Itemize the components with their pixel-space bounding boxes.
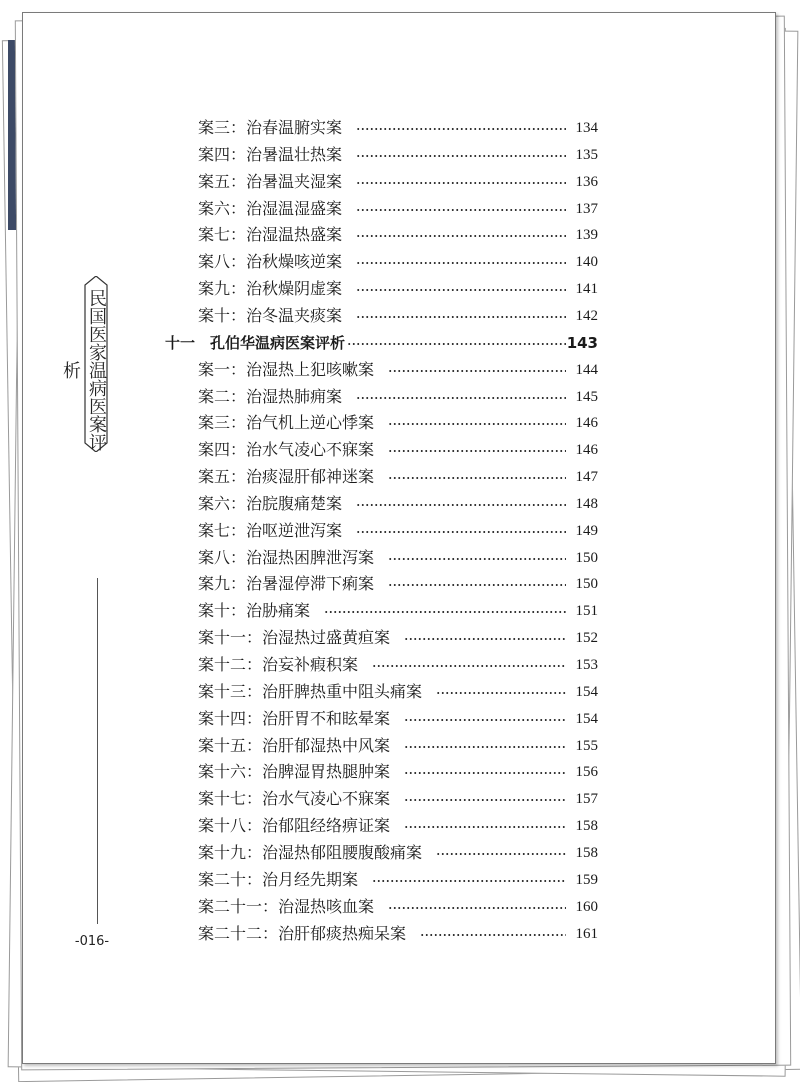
toc-entry-page: 156 xyxy=(575,764,598,781)
toc-entry[interactable] xyxy=(0,464,800,490)
toc-entry[interactable] xyxy=(0,759,800,785)
toc-entry-page: 154 xyxy=(575,710,598,727)
toc-entry-page: 150 xyxy=(575,549,598,566)
toc-dot-leader xyxy=(356,316,566,318)
toc-dot-leader xyxy=(324,611,566,613)
toc-entry[interactable] xyxy=(0,276,800,302)
toc-entry-page: 144 xyxy=(575,361,598,378)
toc-entry[interactable] xyxy=(0,384,800,410)
toc-dot-leader xyxy=(404,772,566,774)
toc-dot-leader xyxy=(388,370,566,372)
toc-entry[interactable] xyxy=(0,142,800,168)
toc-entry[interactable] xyxy=(0,115,800,141)
toc-entry-label: 案二十一：治湿热咳血案 xyxy=(198,896,375,916)
toc-dot-leader xyxy=(356,235,566,237)
toc-entry-label: 案八：治湿热困脾泄泻案 xyxy=(198,547,375,567)
toc-entry-label: 案七：治湿温热盛案 xyxy=(198,225,343,245)
toc-entry[interactable] xyxy=(0,545,800,571)
toc-entry[interactable] xyxy=(0,169,800,195)
toc-entry-page: 140 xyxy=(575,254,598,271)
toc-entry-label: 案二十二：治肝郁痰热痴呆案 xyxy=(198,923,407,943)
toc-entry[interactable] xyxy=(0,813,800,839)
toc-dot-leader xyxy=(356,504,566,506)
toc-entry-label: 案四：治水气凌心不寐案 xyxy=(198,440,375,460)
toc-entry-page: 159 xyxy=(575,871,598,888)
toc-dot-leader xyxy=(347,343,566,345)
toc-entry-page: 158 xyxy=(575,818,598,835)
toc-dot-leader xyxy=(436,692,566,694)
toc-dot-leader xyxy=(356,531,566,533)
page-number: -016- xyxy=(74,934,110,949)
toc-entry-label: 案九：治暑湿停滞下痢案 xyxy=(198,574,375,594)
toc-entry-label: 案十：治冬温夹痰案 xyxy=(198,305,343,325)
toc-entry-page: 148 xyxy=(575,495,598,512)
toc-entry-page: 160 xyxy=(575,898,598,915)
toc-entry-page: 153 xyxy=(575,657,598,673)
toc-entry-page: 145 xyxy=(575,388,598,405)
toc-entry[interactable] xyxy=(0,921,800,947)
toc-entry-page: 150 xyxy=(575,576,598,593)
toc-dot-leader xyxy=(404,799,566,801)
toc-entry-page: 158 xyxy=(575,844,598,861)
toc-entry-label: 案十八：治郁阻经络痹证案 xyxy=(198,816,391,836)
toc-entry-page: 134 xyxy=(575,120,598,136)
toc-dot-leader xyxy=(388,477,566,479)
toc-entry-page: 141 xyxy=(575,281,598,298)
toc-dot-leader xyxy=(388,584,566,586)
toc-chapter-entry[interactable] xyxy=(0,330,800,356)
toc-entry[interactable] xyxy=(0,894,800,920)
toc-entry-page: 161 xyxy=(575,925,598,942)
toc-dot-leader xyxy=(404,746,566,748)
side-title: 民国医家温病医案评析 xyxy=(60,289,107,451)
toc-entry[interactable] xyxy=(0,598,800,624)
toc-entry-page: 142 xyxy=(575,307,598,324)
toc-entry-page: 146 xyxy=(575,415,598,432)
toc-entry-label: 案二十：治月经先期案 xyxy=(198,869,359,889)
toc-entry-page: 146 xyxy=(575,442,598,459)
toc-entry-page: 157 xyxy=(575,791,598,808)
toc-entry-label: 案十六：治脾湿胃热腿肿案 xyxy=(198,762,391,782)
toc-entry-label: 案十九：治湿热郁阻腰腹酸痛案 xyxy=(198,842,423,862)
toc-dot-leader xyxy=(356,262,566,264)
toc-entry[interactable] xyxy=(0,410,800,436)
toc-entry-page: 139 xyxy=(575,227,598,244)
toc-entry-label: 案十七：治水气凌心不寐案 xyxy=(198,789,391,809)
toc-entry-label: 案十：治胁痛案 xyxy=(198,601,311,621)
toc-dot-leader xyxy=(372,665,566,667)
toc-entry-page: 137 xyxy=(575,200,598,217)
toc-entry[interactable] xyxy=(0,196,800,222)
toc-dot-leader xyxy=(388,907,566,909)
toc-entry-page: 151 xyxy=(575,603,598,620)
toc-entry-page: 154 xyxy=(575,683,598,700)
toc-entry[interactable] xyxy=(0,840,800,866)
toc-entry-label: 案五：治痰湿肝郁神迷案 xyxy=(198,467,375,487)
toc-entry-label: 案三：治春温腑实案 xyxy=(198,118,343,137)
toc-entry-page: 135 xyxy=(575,146,598,163)
toc-entry[interactable] xyxy=(0,518,800,544)
toc-entry-page: 147 xyxy=(575,469,598,486)
toc-dot-leader xyxy=(388,423,566,425)
toc-entry-label: 案十五：治肝郁湿热中风案 xyxy=(198,735,391,755)
toc-dot-leader xyxy=(436,853,566,855)
toc-entry[interactable] xyxy=(0,733,800,759)
toc-entry-label: 案十一：治湿热过盛黄疸案 xyxy=(198,628,391,648)
toc-entry[interactable] xyxy=(0,491,800,517)
toc-entry-page: 149 xyxy=(575,522,598,539)
toc-entry[interactable] xyxy=(0,652,800,678)
toc-dot-leader xyxy=(356,155,566,157)
toc-entry[interactable] xyxy=(0,222,800,248)
toc-entry[interactable] xyxy=(0,249,800,275)
toc-dot-leader xyxy=(356,397,566,399)
toc-dot-leader xyxy=(388,558,566,560)
toc-entry-label: 案三：治气机上逆心悸案 xyxy=(198,413,375,433)
toc-entry-label: 案八：治秋燥咳逆案 xyxy=(198,252,343,272)
toc-entry-label: 案六：治湿温湿盛案 xyxy=(198,198,343,218)
toc-dot-leader xyxy=(356,209,566,211)
toc-entry[interactable] xyxy=(0,679,800,705)
toc-entry-label: 案五：治暑温夹湿案 xyxy=(198,171,343,191)
toc-entry[interactable] xyxy=(0,571,800,597)
toc-entry-page: 143 xyxy=(566,333,598,352)
toc-entry-label: 案四：治暑温壮热案 xyxy=(198,144,343,164)
toc-dot-leader xyxy=(372,880,566,882)
toc-entry-label: 案一：治湿热上犯咳嗽案 xyxy=(198,359,375,379)
toc-entry-label: 案七：治呕逆泄泻案 xyxy=(198,520,343,540)
toc-dot-leader xyxy=(356,128,566,130)
toc-entry-page: 155 xyxy=(575,737,598,754)
toc-entry-page: 136 xyxy=(575,173,598,190)
toc-entry-page: 152 xyxy=(575,630,598,647)
toc-entry[interactable] xyxy=(0,786,800,812)
toc-dot-leader xyxy=(420,934,566,936)
toc-entry[interactable] xyxy=(0,625,800,651)
toc-dot-leader xyxy=(356,182,566,184)
toc-dot-leader xyxy=(404,638,566,640)
toc-entry-label: 案十二：治妄补瘕积案 xyxy=(198,655,359,674)
toc-dot-leader xyxy=(388,450,566,452)
toc-entry-label: 案六：治脘腹痛楚案 xyxy=(198,493,343,513)
toc-dot-leader xyxy=(356,289,566,291)
toc-dot-leader xyxy=(404,826,566,828)
toc-entry-label: 案二：治湿热肺痈案 xyxy=(198,386,343,406)
toc-entry[interactable] xyxy=(0,867,800,893)
toc-entry-label: 案九：治秋燥阴虚案 xyxy=(198,279,343,299)
toc-entry[interactable] xyxy=(0,437,800,463)
toc-entry-label: 十一 孔伯华温病医案评析 xyxy=(165,333,346,352)
toc-dot-leader xyxy=(404,719,566,721)
toc-entry-label: 案十四：治肝胃不和眩晕案 xyxy=(198,708,391,728)
toc-entry[interactable] xyxy=(0,303,800,329)
toc-entry[interactable] xyxy=(0,706,800,732)
toc-entry[interactable] xyxy=(0,357,800,383)
toc-entry-label: 案十三：治肝脾热重中阻头痛案 xyxy=(198,681,423,701)
